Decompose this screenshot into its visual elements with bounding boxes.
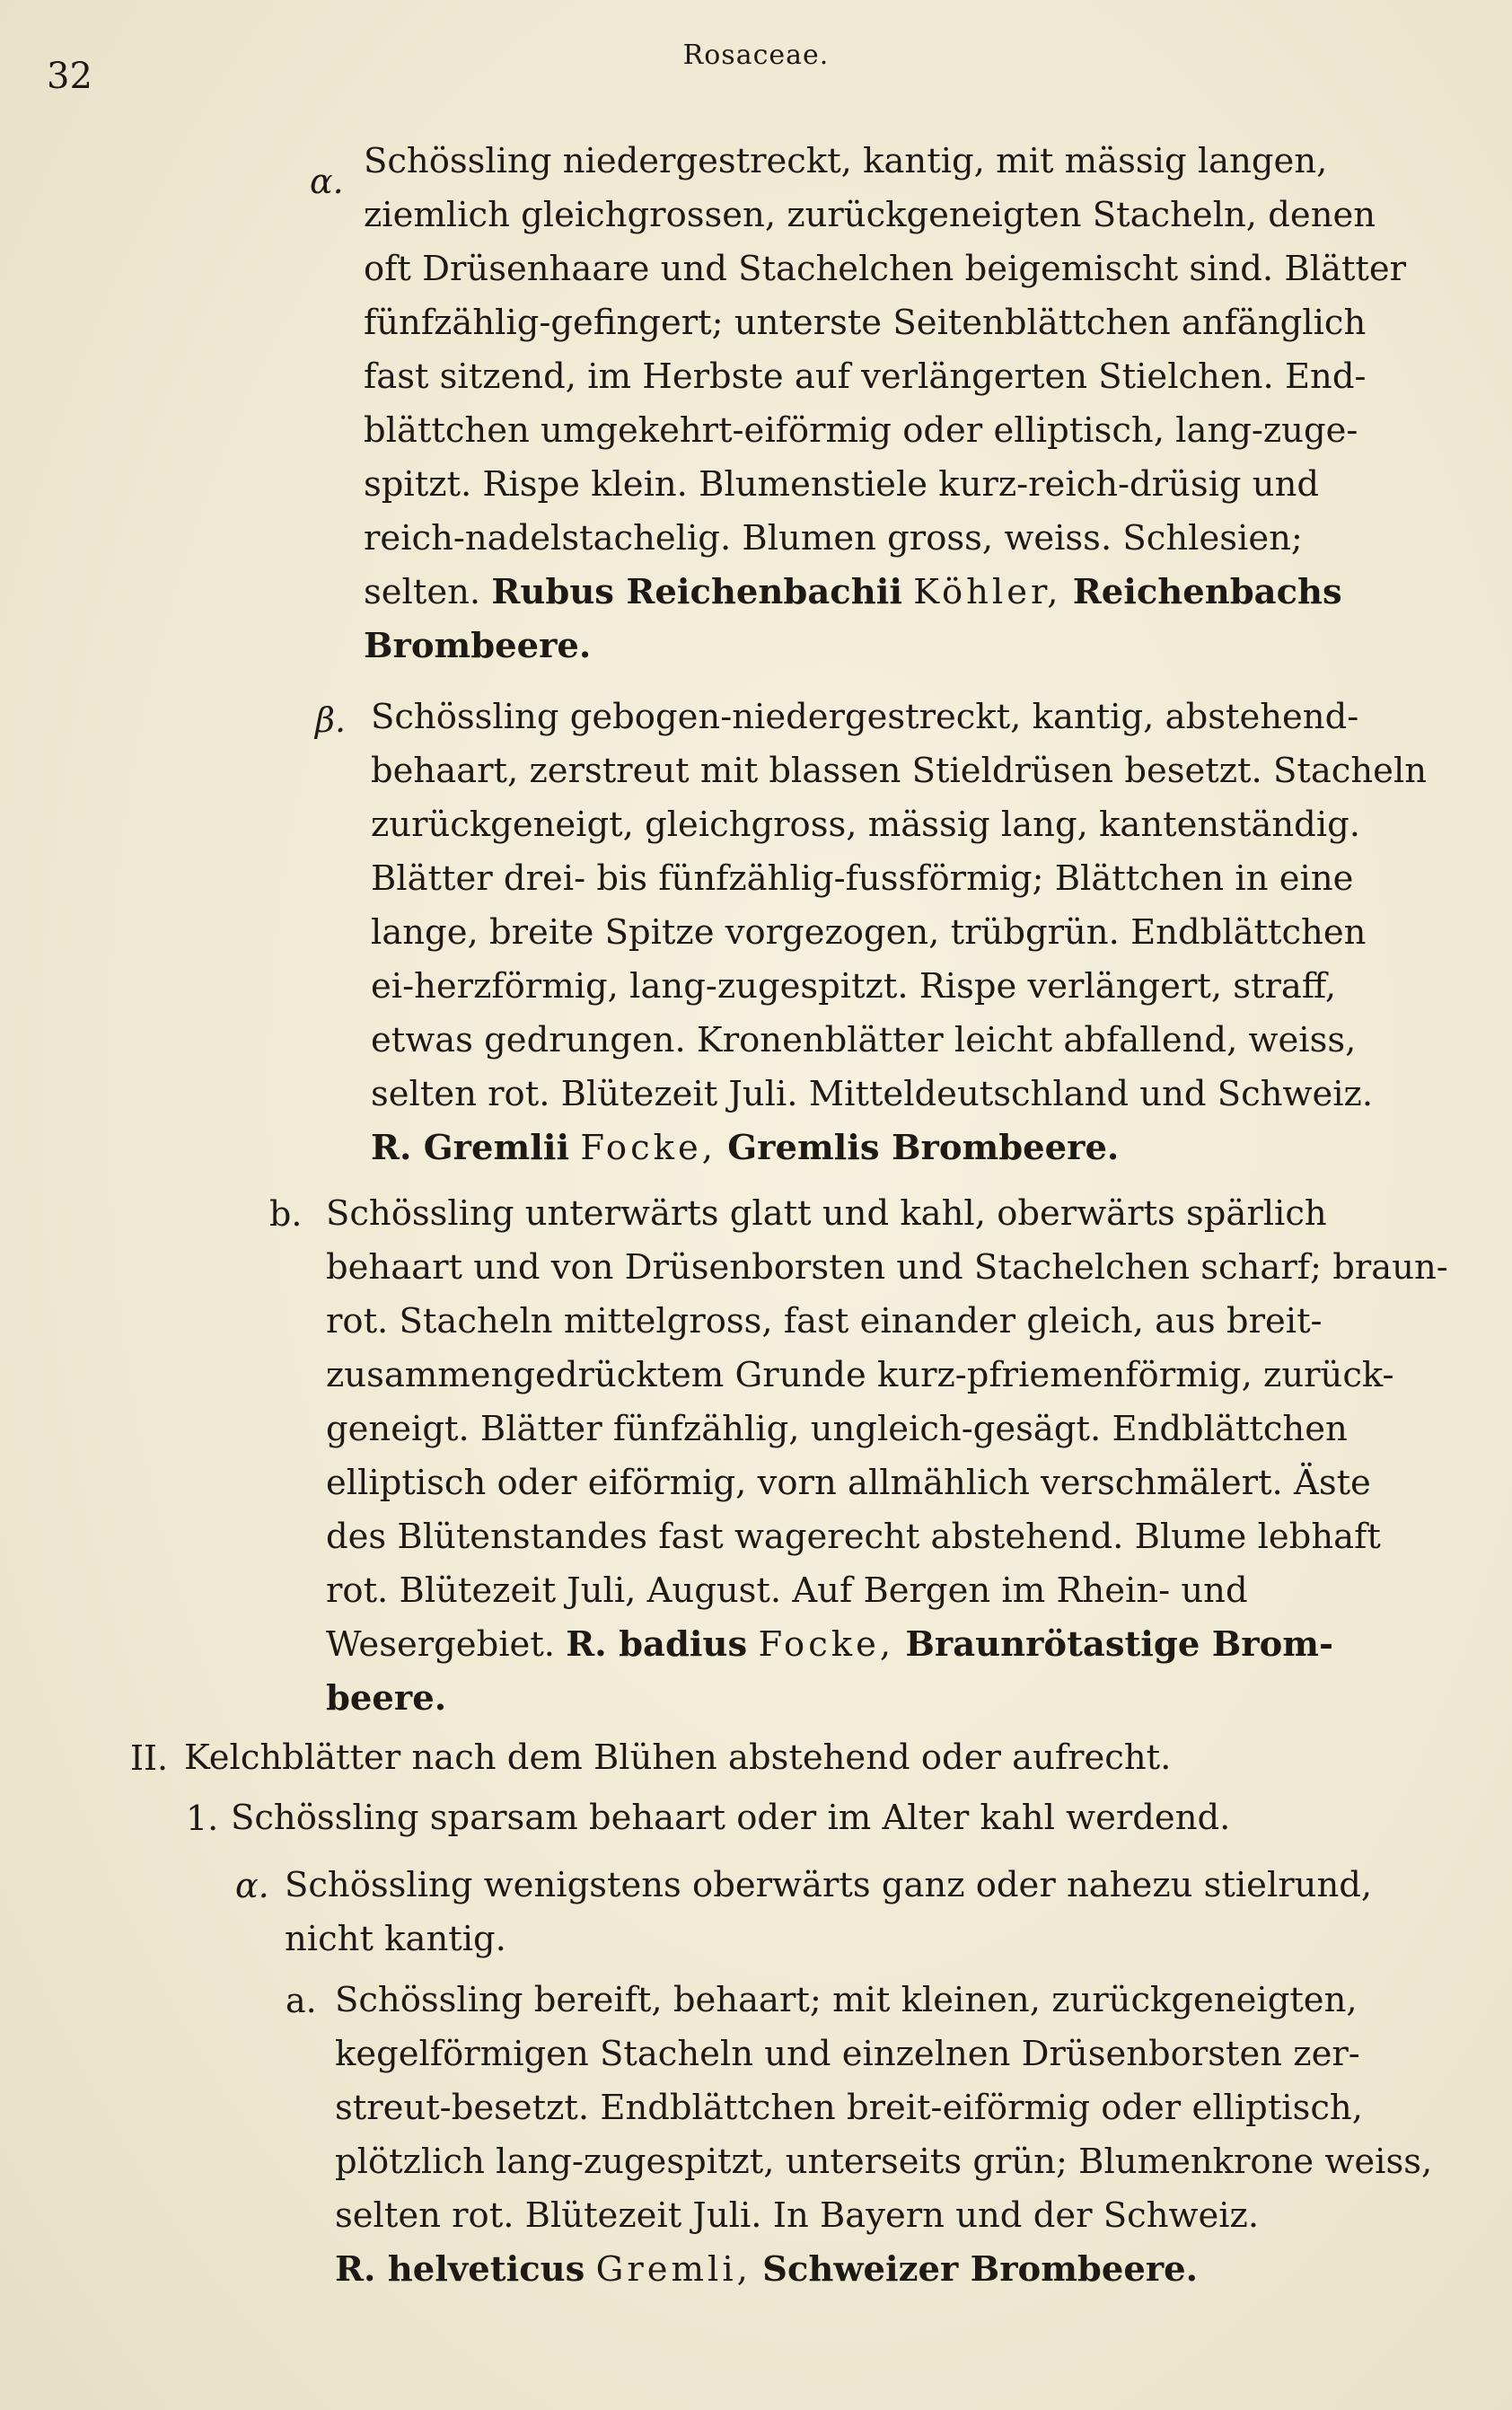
text-line: lange, breite Spitze vorgezogen, trübgrün. Endblättchen [371,912,1367,953]
text-line: selten rot. Blütezeit Juli. In Bayern und der Schweiz. [335,2195,1260,2236]
section-heading-1 [231,1791,1443,1845]
author-name: Köhler, [913,572,1062,612]
entry-marker-a: a. [286,1981,317,2020]
author-name: Gremli, [595,2249,752,2290]
text-line: Schössling sparsam behaart oder im Alter kahl werdend. [231,1798,1231,1838]
species-name: R. helveticus [335,2249,585,2290]
text-line: fast sitzend, im Herbste auf verlängerten Stielchen. End- [364,356,1367,397]
text-line: Blätter drei- bis fünfzählig-fussförmig; Blättchen in eine [371,858,1354,899]
entry-marker-alpha-2: α. [235,1866,269,1905]
text-line: Schössling wenigstens oberwärts ganz oder nahezu stielrund, [285,1865,1373,1905]
text-line: selten rot. Blütezeit Juli. Mitteldeutschland und Schweiz. [371,1074,1374,1114]
text-line: ziemlich gleichgrossen, zurückgeneigten Stacheln, denen [364,195,1376,235]
section-heading-II [184,1731,1441,1785]
line-prefix: Wesergebiet. [326,1624,556,1665]
entry-rubus-helveticus [335,1974,1457,2297]
text-line: Schössling unterwärts glatt und kahl, oberwärts spärlich [326,1193,1327,1234]
section-marker-1: 1. [186,1799,219,1838]
text-line: Kelchblätter nach dem Blühen abstehend oder aufrecht. [184,1737,1172,1778]
entry-rubus-reichenbachii [364,135,1441,673]
text-line: blättchen umgekehrt-eiförmig oder elliptisch, lang-zuge- [364,410,1358,451]
text-line: Schössling gebogen-niedergestreckt, kantig, abstehend- [371,697,1359,737]
author-name: Focke, [580,1128,717,1168]
common-name-continued: Brombeere. [364,626,592,666]
entry-rubus-badius [326,1187,1448,1726]
text-line [371,1121,1444,1175]
text-line: zurückgeneigt, gleichgross, mässig lang, kantenständig. [371,805,1361,845]
line-prefix: selten. [364,572,481,612]
text-line: ei-herzförmig, lang-zugespitzt. Rispe verlängert, straff, [371,966,1337,1007]
text-line: reich-nadelstachelig. Blumen gross, weiss. Schlesien; [364,518,1303,559]
species-name: Rubus Reichenbachii [491,572,902,612]
common-name-continued: beere. [326,1678,447,1719]
text-line [335,2243,1457,2297]
entry-rubus-gremlii [371,690,1444,1175]
text-line: fünfzählig-gefingert; unterste Seitenblättchen anfänglich [364,303,1367,343]
text-line: rot. Blütezeit Juli, August. Auf Bergen im Rhein- und [326,1570,1248,1611]
text-line: kegelförmigen Stacheln und einzelnen Drüsenborsten zer- [335,2034,1360,2074]
text-line: elliptisch oder eiförmig, vorn allmählich verschmälert. Äste [326,1463,1371,1503]
running-head: Rosaceae. [682,40,830,71]
section-marker-II: II. [130,1738,169,1778]
common-name: Schweizer Brombeere. [762,2249,1199,2290]
text-line: oft Drüsenhaare und Stachelchen beigemischt sind. Blätter [364,249,1407,289]
text-line: nicht kantig. [285,1919,506,1959]
text-line: Schössling niedergestreckt, kantig, mit mässig langen, [364,141,1328,181]
species-name: R. Gremlii [371,1128,570,1168]
text-line: rot. Stacheln mittelgross, fast einander gleich, aus breit- [326,1301,1323,1341]
section-heading-alpha-2 [285,1859,1452,1966]
entry-marker-beta: β. [315,700,347,740]
text-line: behaart, zerstreut mit blassen Stieldrüsen besetzt. Stacheln [371,751,1428,791]
species-name: R. badius [566,1624,748,1665]
text-line: streut-besetzt. Endblättchen breit-eiförmig oder elliptisch, [335,2088,1363,2128]
text-line: spitzt. Rispe klein. Blumenstiele kurz-reich-drüsig und [364,464,1320,505]
text-line: behaart und von Drüsenborsten und Stachelchen scharf; braun- [326,1247,1448,1288]
text-line: des Blütenstandes fast wagerecht abstehend. Blume lebhaft [326,1517,1381,1557]
common-name: Reichenbachs [1072,572,1342,612]
entry-marker-b: b. [269,1194,303,1234]
entry-marker-alpha: α. [310,162,344,201]
author-name: Focke, [758,1624,895,1665]
common-name: Gremlis Brombeere. [727,1128,1120,1168]
text-line: plötzlich lang-zugespitzt, unterseits grün; Blumenkrone weiss, [335,2142,1433,2182]
page-number: 32 [47,56,92,97]
text-line: zusammengedrücktem Grunde kurz-pfriemenförmig, zurück- [326,1355,1394,1395]
common-name: Braunrötastige Brom- [905,1624,1333,1665]
text-line [326,1618,1448,1672]
text-line: geneigt. Blätter fünfzählig, ungleich-gesägt. Endblättchen [326,1409,1348,1449]
text-line: etwas gedrungen. Kronenblätter leicht abfallend, weiss, [371,1020,1357,1060]
text-line: Schössling bereift, behaart; mit kleinen, zurückgeneigten, [335,1980,1358,2020]
text-line [364,566,1441,620]
